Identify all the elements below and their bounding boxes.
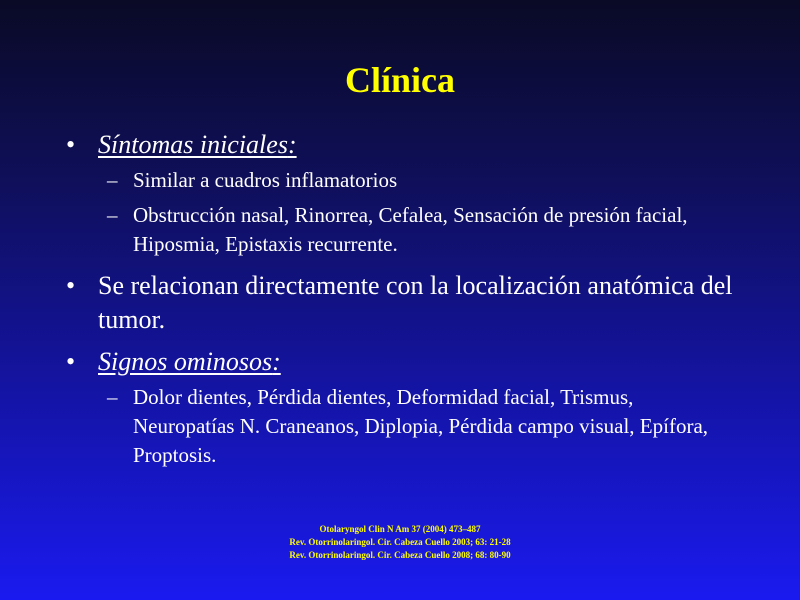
sub-item-obstruccion xyxy=(0,201,800,259)
bullet-localizacion xyxy=(0,269,800,337)
reference-line: Rev. Otorrinolaringol. Cir. Cabeza Cuello 2008; 68: 80-90 xyxy=(289,550,511,560)
bullet-heading-colon: : xyxy=(287,130,297,159)
sub-item-text: Similar a cuadros inflamatorios xyxy=(133,168,398,192)
reference-line: Rev. Otorrinolaringol. Cir. Cabeza Cuello 2003; 63: 21-28 xyxy=(289,537,511,547)
sub-mark: – xyxy=(107,168,118,192)
bullet-signos-ominosos xyxy=(0,345,800,379)
sub-item-similar xyxy=(0,166,800,195)
bullet-sintomas-iniciales xyxy=(0,128,800,162)
reference-line: Otolaryngol Clin N Am 37 (2004) 473–487 xyxy=(319,524,481,534)
bullet-heading-colon: : xyxy=(272,347,281,376)
bullet-mark: • xyxy=(66,347,76,376)
sub-mark: – xyxy=(107,203,118,227)
sub-mark: – xyxy=(107,385,118,409)
references xyxy=(0,523,800,562)
bullet-heading-sintomas: Síntomas iniciales xyxy=(98,130,288,159)
bullet-mark: • xyxy=(66,271,76,300)
slide-title: Clínica xyxy=(344,60,455,100)
slide-content xyxy=(0,128,800,470)
sub-item-text: Obstrucción nasal, Rinorrea, Cefalea, Sensación de presión facial, Hiposmia, Epistaxis recurrente. xyxy=(133,203,688,256)
sub-item-text: Dolor dientes, Pérdida dientes, Deformidad facial, Trismus, Neuropatías N. Craneanos, Diplopia, Pérdida campo visual, Epífora, Proptosis. xyxy=(133,385,709,467)
bullet-mark: • xyxy=(66,130,76,159)
bullet-text: Se relacionan directamente con la localización anatómica del tumor. xyxy=(98,271,733,334)
sub-item-dolor xyxy=(0,383,800,470)
bullet-heading-signos: Signos ominosos xyxy=(98,347,273,376)
